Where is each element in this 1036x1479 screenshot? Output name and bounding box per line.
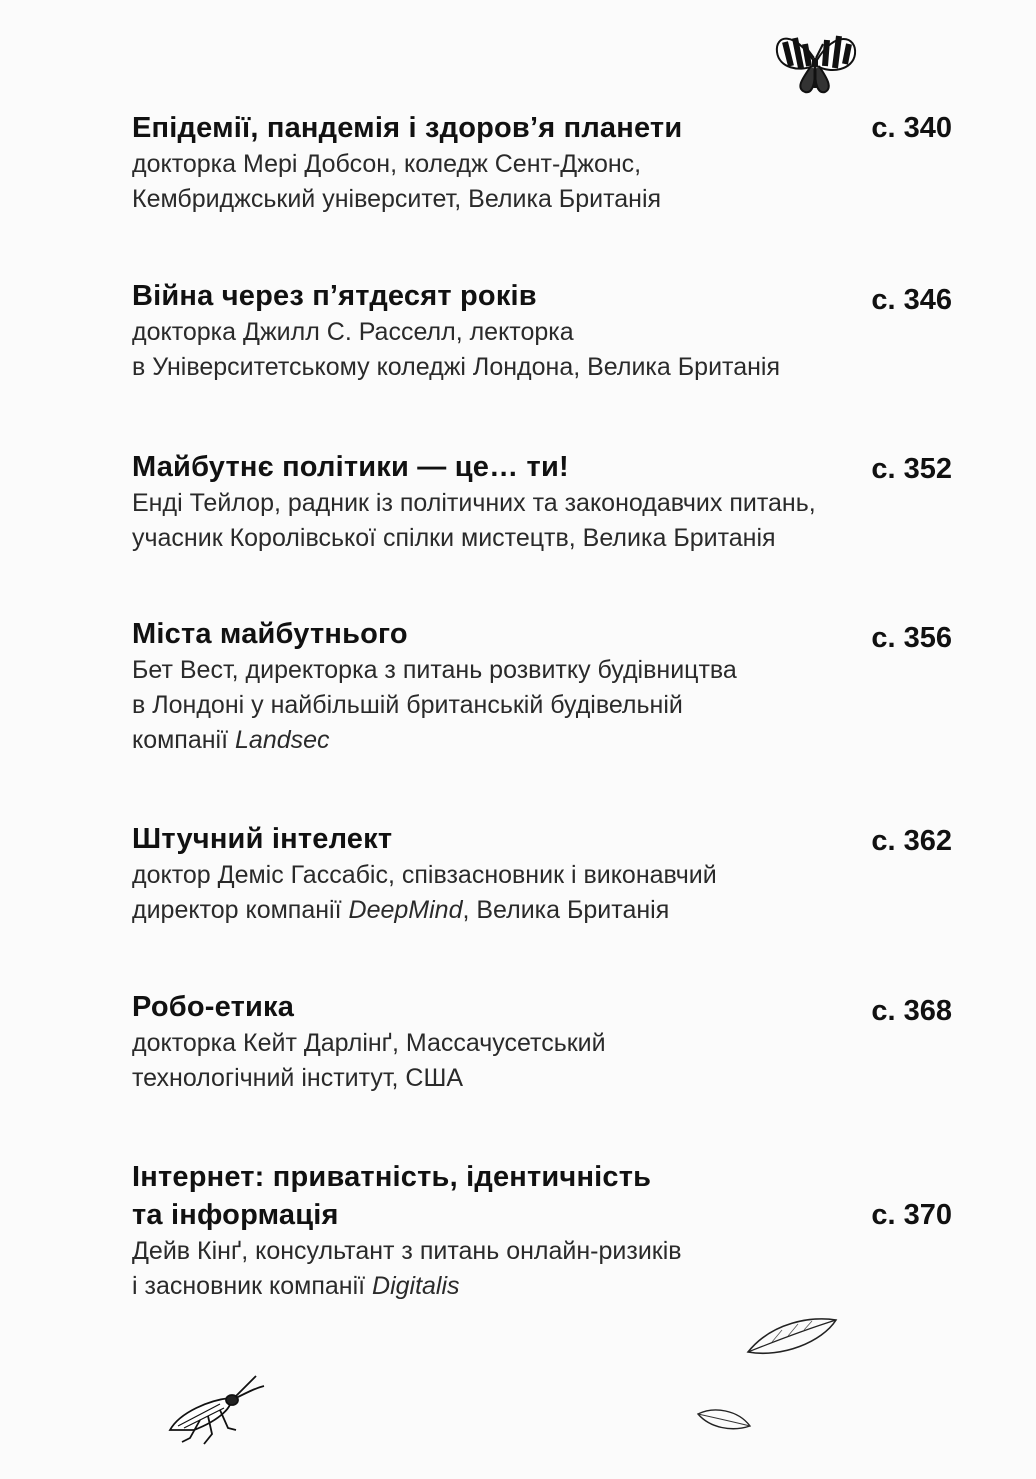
toc-entry: [132, 277, 952, 385]
author-text: компанії: [132, 726, 236, 754]
entry-author: [132, 1026, 952, 1096]
author-line: докторка Джилл С. Расселл, лекторка: [132, 318, 574, 346]
author-line: Кембриджський університет, Велика Британія: [132, 185, 662, 213]
company-name: Digitalis: [372, 1272, 460, 1300]
company-name: DeepMind: [348, 896, 463, 924]
entry-title: Штучний інтелект: [132, 823, 393, 855]
toc-entry: [132, 615, 952, 758]
author-line: [132, 723, 952, 758]
author-line: докторка Кейт Дарлінґ, Массачусетський: [132, 1029, 606, 1057]
entry-title: Міста майбутнього: [132, 618, 408, 650]
author-line: технологічний інститут, США: [132, 1064, 464, 1092]
author-line: в Університетському коледжі Лондона, Велика Британія: [132, 353, 781, 381]
page-number: с. 352: [871, 453, 952, 485]
entry-author: [132, 1234, 952, 1304]
entry-author: [132, 858, 952, 928]
author-line: Бет Вест, директорка з питань розвитку будівництва: [132, 656, 737, 684]
butterfly-icon: [765, 22, 865, 102]
entry-title: Епідемії, пандемія і здоров’я планети: [132, 112, 683, 144]
small-leaf-icon: [694, 1402, 754, 1436]
toc-entry: [132, 820, 952, 928]
page-number: с. 362: [871, 825, 952, 857]
entry-title: Майбутнє політики — це… ти!: [132, 451, 569, 483]
author-line: в Лондоні у найбільшій британській будівельній: [132, 691, 683, 719]
page-number: с. 340: [871, 112, 952, 144]
entry-author: [132, 486, 952, 556]
author-line: Дейв Кінґ, консультант з питань онлайн-ризиків: [132, 1237, 682, 1265]
toc-entry: [132, 448, 952, 556]
toc-entry: [132, 109, 952, 217]
author-text: і засновник компанії: [132, 1272, 373, 1300]
entry-title-continued: та інформація: [132, 1199, 339, 1231]
entry-title: Робо-етика: [132, 991, 295, 1023]
toc-entry: [132, 988, 952, 1096]
author-line: докторка Мері Добсон, коледж Сент-Джонс,: [132, 150, 642, 178]
author-text: , Велика Британія: [462, 896, 670, 924]
entry-author: [132, 315, 952, 385]
entry-title: Війна через п’ятдесят років: [132, 280, 537, 312]
entry-author: [132, 653, 952, 758]
author-text: директор компанії: [132, 896, 349, 924]
leaf-icon: [742, 1312, 842, 1362]
entry-title: Інтернет: приватність, ідентичність: [132, 1161, 652, 1193]
author-line: учасник Королівської спілки мистецтв, Велика Британія: [132, 524, 776, 552]
author-line: доктор Деміс Гассабіс, співзасновник і виконавчий: [132, 861, 717, 889]
company-name: Landsec: [235, 726, 330, 754]
author-line: Енді Тейлор, радник із політичних та законодавчих питань,: [132, 489, 816, 517]
entry-author: [132, 147, 952, 217]
author-line: [132, 893, 952, 928]
cricket-icon: [160, 1372, 270, 1452]
page-number: с. 346: [871, 284, 952, 316]
page-number: с. 356: [871, 622, 952, 654]
page-number: с. 368: [871, 995, 952, 1027]
toc-entry: [132, 1158, 952, 1304]
page-number: с. 370: [871, 1199, 952, 1231]
author-line: [132, 1269, 952, 1304]
